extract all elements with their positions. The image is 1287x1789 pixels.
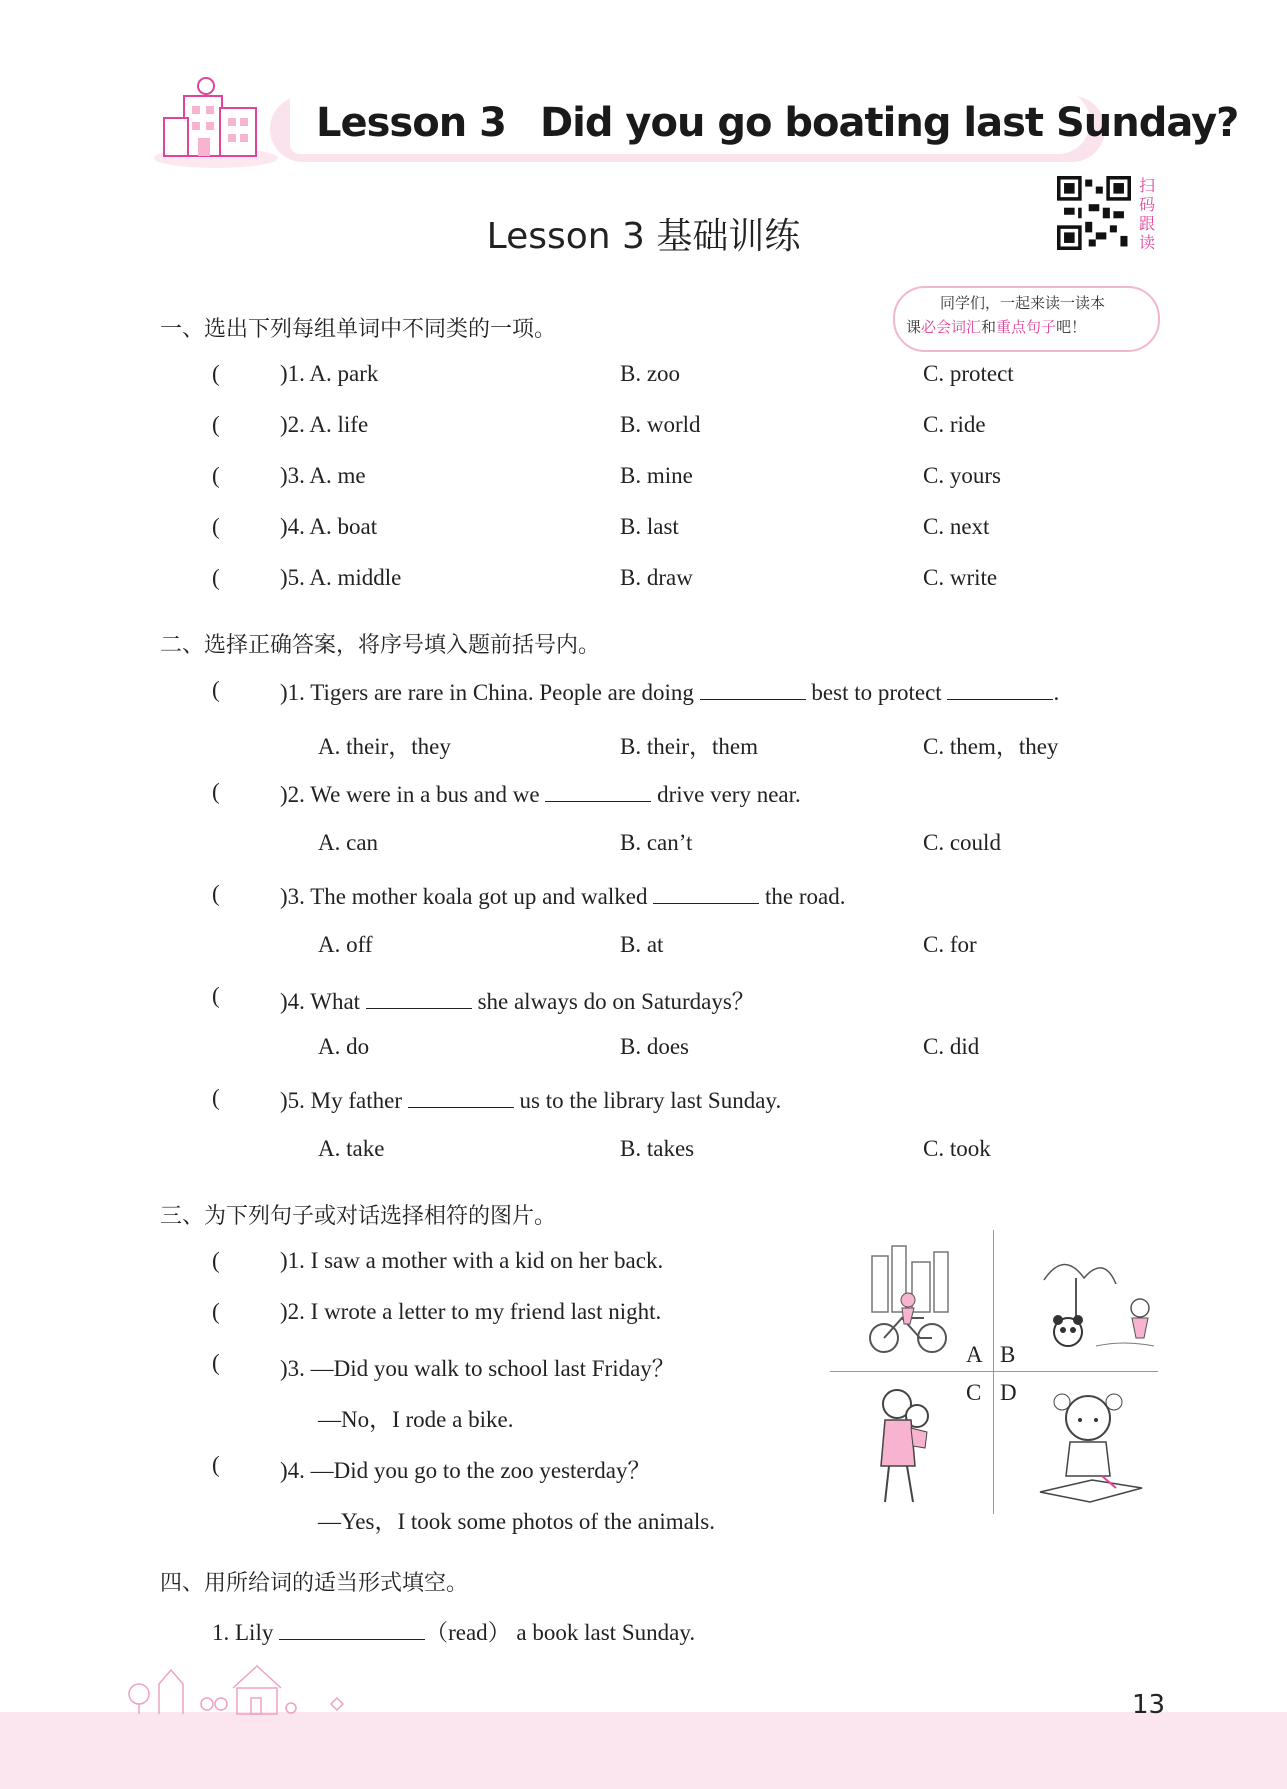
picture-grid-hline xyxy=(830,1371,1158,1372)
question-text: )2. I wrote a letter to my friend last night. xyxy=(280,1299,662,1324)
picture-label-a: A xyxy=(966,1342,983,1367)
option-b: B. mine xyxy=(620,463,693,488)
picture-label-d: D xyxy=(1000,1380,1017,1405)
picture-c-mother-kid-icon xyxy=(855,1382,955,1510)
question-text: )1. Tigers are rare in China. People are doing best to protect . xyxy=(280,677,1059,709)
answer-paren[interactable]: ( xyxy=(212,983,220,1008)
option-c: C. write xyxy=(923,565,998,590)
picture-label-c: C xyxy=(966,1380,982,1405)
answer-paren[interactable]: ( xyxy=(212,881,220,906)
option-b: B. zoo xyxy=(620,361,681,386)
option-c: C. for xyxy=(923,932,977,957)
option-b: B. world xyxy=(620,412,701,437)
fill-blank[interactable] xyxy=(408,1085,514,1108)
option-a: A. can xyxy=(318,830,379,855)
answer-paren[interactable]: ( xyxy=(212,1452,220,1477)
option-a: A. off xyxy=(318,932,373,957)
option-c: C. yours xyxy=(923,463,1001,488)
section-3-title: 三、为下列句子或对话选择相符的图片。 xyxy=(160,1204,557,1229)
question-text: )5. My father us to the library last Sunday. xyxy=(280,1085,781,1117)
answer-paren[interactable]: ( xyxy=(212,514,220,539)
question-text: )5. A. middle xyxy=(280,565,402,590)
answer-paren[interactable]: ( xyxy=(212,1350,220,1375)
footer-band xyxy=(0,1712,1287,1789)
section-4-title: 四、用所给词的适当形式填空。 xyxy=(160,1571,469,1596)
option-c: C. protect xyxy=(923,361,1014,386)
qr-code-icon[interactable] xyxy=(1057,176,1131,250)
option-a: A. take xyxy=(318,1136,385,1161)
bubble-line-2: 课必会词汇和重点句子吧！ xyxy=(906,320,1087,336)
answer-paren[interactable]: ( xyxy=(212,1248,220,1273)
picture-b-zoo-icon xyxy=(1024,1250,1159,1358)
question-text: )2. We were in a bus and we drive very near. xyxy=(280,779,801,811)
dialog-reply: —No，I rode a bike. xyxy=(318,1407,514,1432)
page-number: 13 xyxy=(1132,1690,1166,1720)
town-decoration-icon xyxy=(125,1660,385,1716)
option-c: C. next xyxy=(923,514,990,539)
answer-paren[interactable]: ( xyxy=(212,779,220,804)
page-subtitle: Lesson 3 基础训练 xyxy=(486,216,801,257)
option-c: C. ride xyxy=(923,412,986,437)
fill-blank[interactable] xyxy=(947,677,1053,700)
fill-blank[interactable] xyxy=(279,1617,425,1640)
picture-label-b: B xyxy=(1000,1342,1016,1367)
answer-paren[interactable]: ( xyxy=(212,412,220,437)
answer-paren[interactable]: ( xyxy=(212,463,220,488)
question-text: )4. —Did you go to the zoo yesterday？ xyxy=(280,1458,651,1483)
picture-a-bike-icon xyxy=(858,1244,958,1356)
fill-blank[interactable] xyxy=(366,986,472,1009)
question-text: )3. A. me xyxy=(280,463,366,488)
answer-paren[interactable]: ( xyxy=(212,677,220,702)
question-text: )1. I saw a mother with a kid on her back. xyxy=(280,1248,664,1273)
scan-to-read-label: 扫码跟读 xyxy=(1138,176,1155,252)
picture-d-girl-writing-icon xyxy=(1032,1384,1152,1508)
fill-question: 1. Lily （read） a book last Sunday. xyxy=(212,1614,695,1646)
bubble-line-1: 同学们，一起来读一读本 xyxy=(940,296,1106,312)
lesson-title: Lesson 3 Did you go boating last Sunday? xyxy=(316,100,1239,146)
option-c: C. did xyxy=(923,1034,980,1059)
option-b: B. takes xyxy=(620,1136,695,1161)
option-b: B. at xyxy=(620,932,664,957)
option-b: B. can’t xyxy=(620,830,693,855)
answer-paren[interactable]: ( xyxy=(212,1085,220,1110)
answer-paren[interactable]: ( xyxy=(212,1299,220,1324)
question-text: )3. —Did you walk to school last Friday？ xyxy=(280,1356,675,1381)
option-b: B. their，them xyxy=(620,734,758,759)
question-text: )4. What she always do on Saturdays？ xyxy=(280,983,755,1015)
option-b: B. does xyxy=(620,1034,689,1059)
option-c: C. took xyxy=(923,1136,991,1161)
option-c: C. them，they xyxy=(923,734,1059,759)
question-text: )4. A. boat xyxy=(280,514,378,539)
fill-blank[interactable] xyxy=(545,779,651,802)
dialog-reply: —Yes，I took some photos of the animals. xyxy=(318,1509,715,1534)
option-b: B. draw xyxy=(620,565,693,590)
option-a: A. do xyxy=(318,1034,370,1059)
question-text: )1. A. park xyxy=(280,361,379,386)
section-2-title: 二、选择正确答案，将序号填入题前括号内。 xyxy=(160,633,601,658)
option-c: C. could xyxy=(923,830,1001,855)
answer-paren[interactable]: ( xyxy=(212,361,220,386)
fill-blank[interactable] xyxy=(653,881,759,904)
section-1-title: 一、选出下列每组单词中不同类的一项。 xyxy=(160,317,557,342)
picture-grid-vline xyxy=(993,1230,994,1514)
option-a: A. their，they xyxy=(318,734,451,759)
question-text: )2. A. life xyxy=(280,412,369,437)
option-b: B. last xyxy=(620,514,679,539)
answer-paren[interactable]: ( xyxy=(212,565,220,590)
question-text: )3. The mother koala got up and walked the road. xyxy=(280,881,845,913)
building-illustration-icon xyxy=(154,66,284,170)
fill-blank[interactable] xyxy=(700,677,806,700)
